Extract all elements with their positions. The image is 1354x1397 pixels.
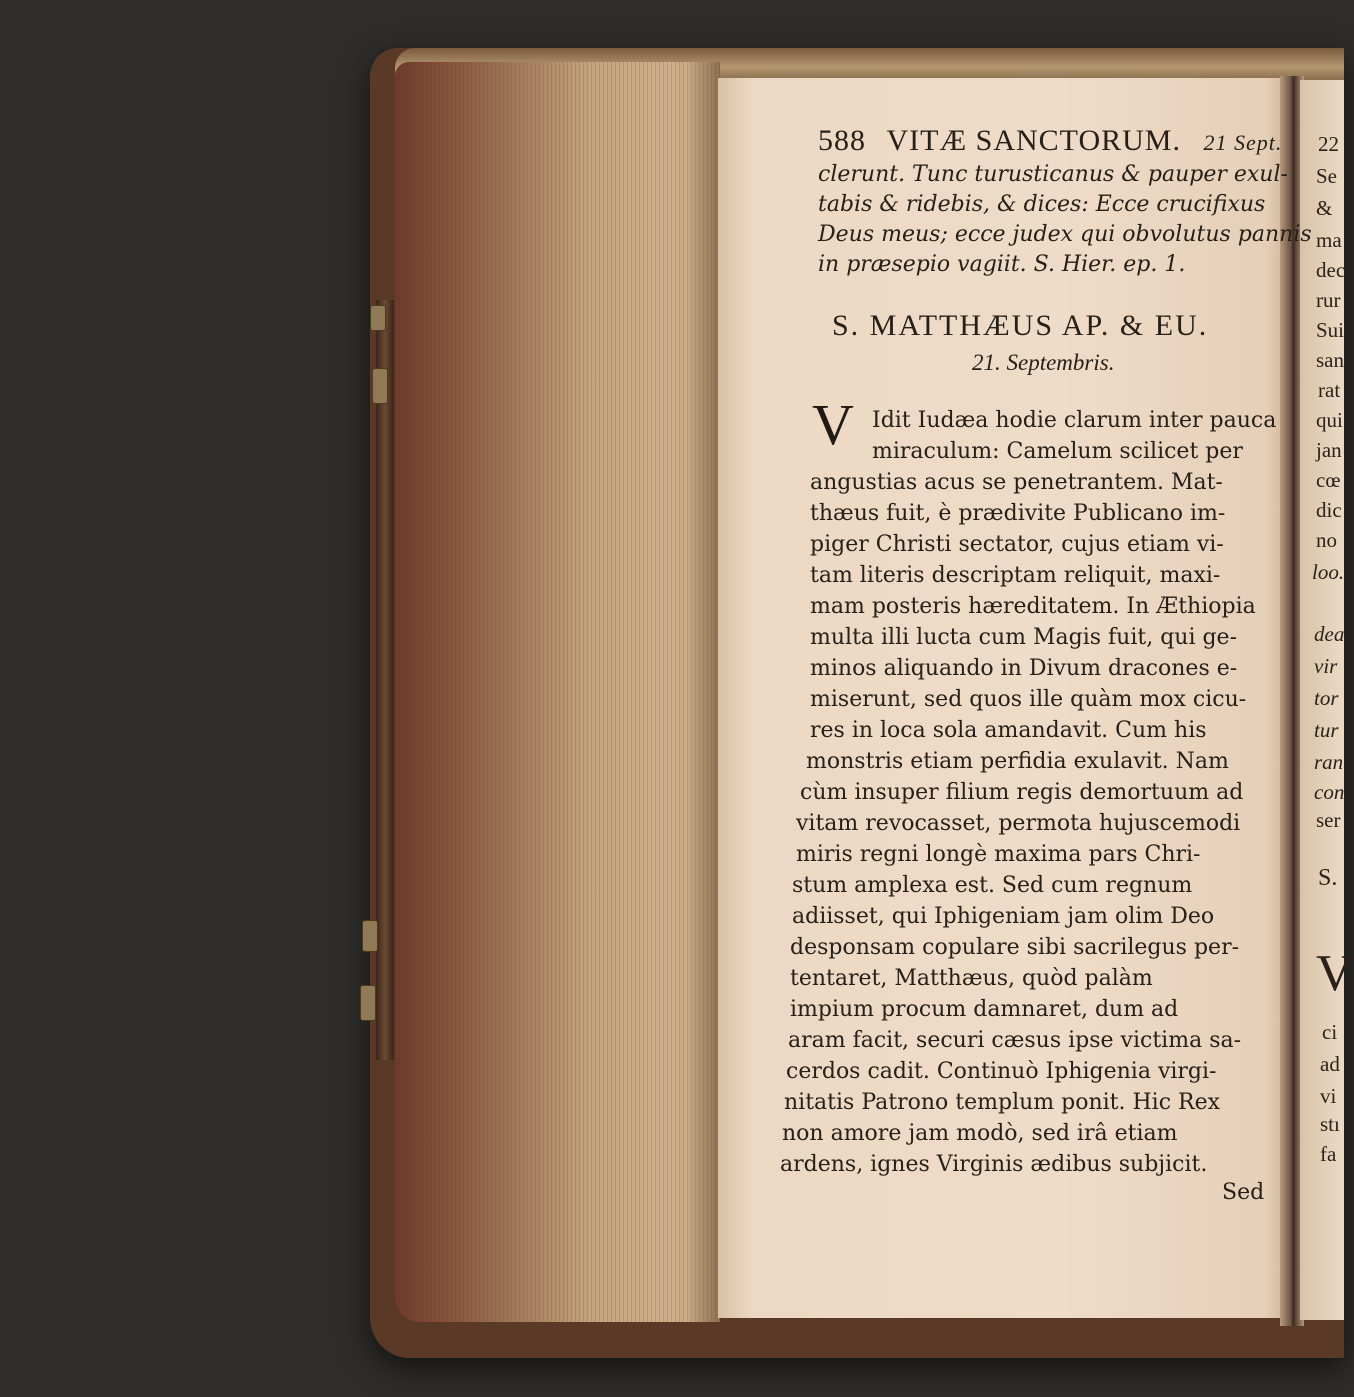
- running-title: VITÆ SANCTORUM.: [886, 124, 1181, 157]
- page-header: [818, 124, 1283, 157]
- right-fragment: tor: [1314, 686, 1339, 710]
- body-line: ardens, ignes Virginis ædibus subjicit.: [780, 1152, 1208, 1177]
- body-line: stum amplexa est. Sed cum regnum: [792, 873, 1193, 898]
- body-line: minos aliquando in Divum dracones e-: [810, 656, 1238, 681]
- clasp-hinge: [362, 920, 378, 952]
- right-fragment: rur: [1316, 288, 1341, 312]
- body-line: vitam revocasset, permota hujuscemodi: [796, 811, 1241, 836]
- right-fragment: qui: [1316, 408, 1343, 432]
- right-fragment: &: [1316, 196, 1333, 220]
- body-line: monstris etiam perfidia exulavit. Nam: [806, 749, 1229, 774]
- right-fragment: dec: [1316, 258, 1346, 282]
- right-fragment: con: [1314, 780, 1345, 804]
- right-fragment: vi: [1320, 1084, 1337, 1108]
- right-fragment: no: [1316, 528, 1337, 552]
- body-line: piger Christi sectator, cujus etiam vi-: [810, 532, 1224, 557]
- right-fragment: ser: [1316, 808, 1341, 832]
- page-edges: [395, 62, 720, 1322]
- page-number: 588: [818, 124, 866, 157]
- body-line: angustias acus se penetrantem. Mat-: [810, 470, 1223, 495]
- clasp-hinge: [360, 985, 376, 1021]
- right-fragment: tur: [1314, 718, 1339, 742]
- right-fragment: dea: [1314, 622, 1345, 646]
- right-fragment: ci: [1322, 1020, 1338, 1044]
- section-title: S. MATTHÆUS AP. & EU.: [832, 309, 1209, 342]
- body-line: miserunt, sed quos ille quàm mox cicu-: [810, 687, 1247, 712]
- drop-cap: V: [812, 392, 854, 457]
- body-line: desponsam copulare sibi sacrilegus per-: [790, 935, 1240, 960]
- body-line: nitatis Patrono templum ponit. Hic Rex: [784, 1090, 1221, 1115]
- right-fragment: Se: [1316, 164, 1337, 188]
- body-line: aram facit, securi cæsus ipse victima sa-: [788, 1028, 1242, 1053]
- body-line: thæus fuit, è prædivite Publicano im-: [810, 501, 1226, 526]
- intro-line: clerunt. Tunc turusticanus & pauper exul-: [818, 162, 1288, 187]
- right-fragment: stı: [1320, 1112, 1340, 1136]
- right-fragment: vir: [1314, 654, 1338, 678]
- right-fragment: Sui: [1316, 318, 1345, 342]
- body-line: impium procum damnaret, dum ad: [790, 997, 1179, 1022]
- body-line: cerdos cadit. Continuò Iphigenia virgi-: [786, 1059, 1217, 1084]
- right-fragment: rat: [1318, 378, 1341, 402]
- right-fragment: loo.: [1312, 560, 1345, 584]
- body-line: cùm insuper filium regis demortuum ad: [800, 780, 1244, 805]
- body-line: mam posteris hæreditatem. In Æthiopia: [810, 594, 1256, 619]
- right-fragment: 22: [1318, 132, 1339, 156]
- body-line: adiisset, qui Iphigeniam jam olim Deo: [792, 904, 1215, 929]
- catchword: Sed: [1222, 1180, 1265, 1205]
- right-fragment: dic: [1316, 498, 1342, 522]
- body-line: tentaret, Matthæus, quòd palàm: [790, 966, 1153, 991]
- right-section-fragment: S.: [1318, 865, 1338, 891]
- intro-line: Deus meus; ecce judex qui obvolutus pannis: [818, 222, 1312, 247]
- clasp-hinge: [370, 305, 386, 331]
- body-line: tam literis descriptam reliquit, maxi-: [810, 563, 1221, 588]
- right-fragment: cœ: [1316, 468, 1341, 492]
- right-fragment: jan: [1316, 438, 1342, 462]
- right-drop-cap: V: [1316, 945, 1354, 1002]
- right-fragment: san: [1316, 348, 1344, 372]
- intro-line: tabis & ridebis, & dices: Ecce crucifixus: [818, 192, 1266, 217]
- body-line: res in loca sola amandavit. Cum his: [810, 718, 1207, 743]
- right-fragment: ad: [1320, 1052, 1340, 1076]
- body-line: miris regni longè maxima pars Chri-: [796, 842, 1201, 867]
- body-line: non amore jam modò, sed irâ etiam: [782, 1121, 1178, 1146]
- section-date: 21. Septembris.: [972, 350, 1115, 375]
- header-date: 21 Sept.: [1203, 130, 1283, 155]
- body-line: miraculum: Camelum scilicet per: [872, 439, 1243, 464]
- right-fragment: ran: [1314, 750, 1344, 774]
- body-line: Idit Iudæa hodie clarum inter pauca: [872, 408, 1277, 433]
- intro-line: in præsepio vagiit. S. Hier. ep. 1.: [818, 252, 1186, 277]
- clasp-hinge: [372, 368, 388, 404]
- body-line: multa illi lucta cum Magis fuit, qui ge-: [810, 625, 1238, 650]
- right-fragment: ma: [1316, 228, 1342, 252]
- right-fragment: fa: [1320, 1142, 1337, 1166]
- book-spine: [376, 300, 394, 1060]
